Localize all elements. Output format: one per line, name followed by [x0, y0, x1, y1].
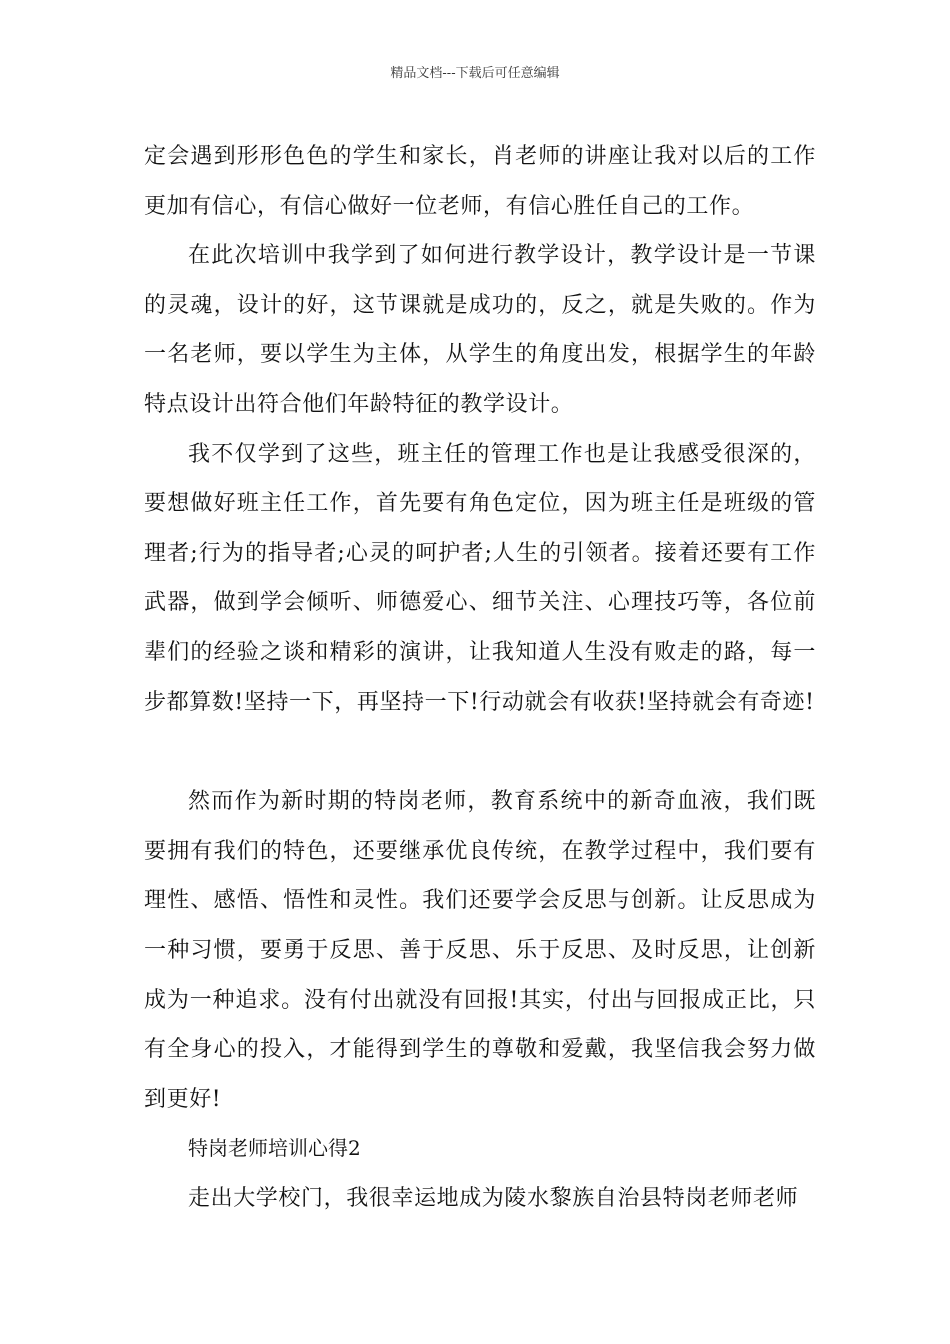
paragraph-new-section: 走出大学校门，我很幸运地成为陵水黎族自治县特岗老师老师 — [188, 1185, 799, 1211]
paragraph-gap — [144, 727, 816, 777]
paragraph-teaching-design: 在此次培训中我学到了如何进行教学设计，教学设计是一节课的灵魂，设计的好，这节课就是成功的，反之，就是失败的。作为一名老师，要以学生为主体，从学生的角度出发，根据学生的年龄特点设计出符合他们年龄特征的教学设计。 — [144, 243, 816, 417]
paragraph-continuation: 定会遇到形形色色的学生和家长，肖老师的讲座让我对以后的工作更加有信心，有信心做好一位老师，有信心胜任自己的工作。 — [144, 144, 816, 219]
document-body — [144, 132, 816, 1223]
paragraph-class-management: 我不仅学到了这些，班主任的管理工作也是让我感受很深的，要想做好班主任工作，首先要有角色定位，因为班主任是班级的管理者;行为的指导者;心灵的呵护者;人生的引领者。接着还要有工作武器，做到学会倾听、师德爱心、细节关注、心理技巧等，各位前辈们的经验之谈和精彩的演讲，让我知道人生没有败走的路，每一步都算数!坚持一下，再坚持一下!行动就会有收获!坚持就会有奇迹! — [144, 441, 816, 715]
section-subtitle: 特岗老师培训心得2 — [188, 1136, 361, 1161]
paragraph-reflection: 然而作为新时期的特岗老师，教育系统中的新奇血液，我们既要拥有我们的特色，还要继承优良传统，在教学过程中，我们要有理性、感悟、悟性和灵性。我们还要学会反思与创新。让反思成为一种习惯，要勇于反思、善于反思、乐于反思、及时反思，让创新成为一种追求。没有付出就没有回报!其实，付出与回报成正比，只有全身心的投入，才能得到学生的尊敬和爱戴，我坚信我会努力做到更好! — [144, 789, 816, 1112]
page-header: 精品文档---下载后可任意编辑 — [390, 66, 560, 81]
